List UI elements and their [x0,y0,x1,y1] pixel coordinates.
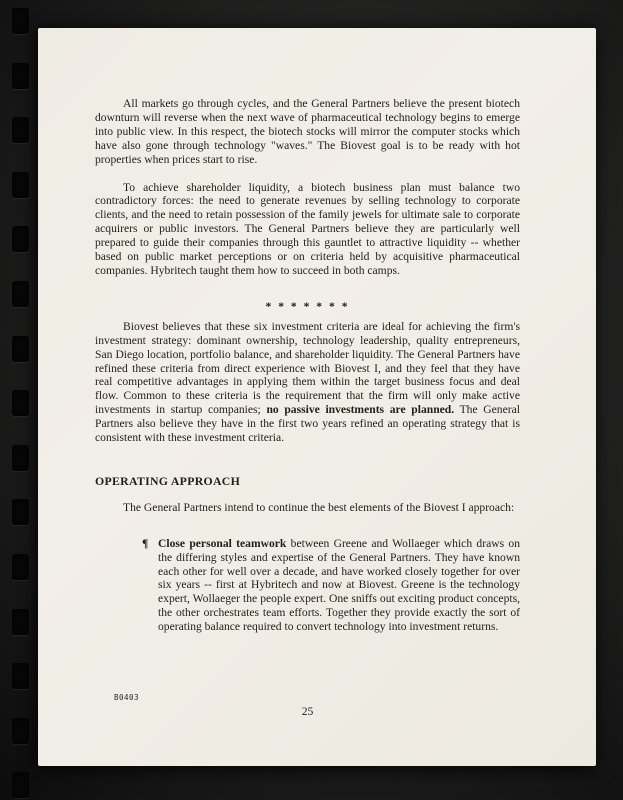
binding-hole [12,390,29,416]
criteria-bold-emphasis: no passive investments are planned. [266,403,455,417]
paragraph-market-cycles: All markets go through cycles, and the General Partners believe the present biotech downturn will reverse when the next wave of pharmaceutical technology begins to emerge into public view. In this respect, the biotech stocks will mirror the computer stocks which have also gone through technology "waves." The Biovest goal is to be ready with hot properties when prices start to rise. [95,97,520,166]
binding-hole [12,172,29,198]
binding-hole [12,281,29,307]
bullet-text [158,537,520,634]
document-id-stamp: B0403 [114,693,140,702]
criteria-text-tail: The General Partners also believe they have in the first two years refined an operating strategy that is consistent with these investment criteria. [95,403,520,445]
binding-hole [12,663,29,689]
binding-hole [12,718,29,744]
binding-holes-strip [0,0,40,800]
binding-hole [12,499,29,525]
binding-hole [12,772,29,798]
binding-hole [12,226,29,252]
binding-hole [12,554,29,580]
page-content [95,97,520,634]
binding-hole [12,609,29,635]
criteria-text-lead: Biovest believes that these six investment criteria are ideal for achieving the firm's investment strategy: dominant ownership, technology leadership, quality entrepreneurs, San Diego location, portfolio balance, and shareholder liquidity. The General Partners have refined these criteria from direct experience with Biovest I, and they feel that they have real competitive advantages in applying them within the target business focus and deal flow. Common to these criteria is the requirement that the firm will only make active investments in startup companies; [95,319,520,417]
pilcrow-marker: ¶ [142,536,149,550]
binding-hole [12,445,29,471]
paragraph-approach-intro: The General Partners intend to continue the best elements of the Biovest I approach: [123,500,515,514]
page-number: 25 [301,705,314,718]
binding-hole [12,117,29,143]
binding-hole [12,63,29,89]
asterisk-divider: * * * * * * * [265,299,350,313]
bullet-body-text: between Greene and Wollaeger which draws on the differing styles and expertise of the General Partners. They have known each other for well over a decade, and have worked closely together for over six years -- first at Hybritech and now at Biovest. Greene is the technology expert, Wollaeger the people expert. One sniffs out exciting product concepts, the other orchestrates team efforts. Together they provide exactly the sort of operating balance required to convert technology into investment returns. [158,536,520,634]
paragraph-shareholder-liquidity: To achieve shareholder liquidity, a biotech business plan must balance two contradictory forces: the need to generate revenues by selling technology to corporate clients, and the need to retain possession of the family jewels for ultimate sale to corporate acquirers or public investors. The General Partners believe they are particularly well prepared to guide their companies through this gauntlet to attractive liquidity -- whether based on public market perceptions or on criteria held by acquisitive pharmaceutical companies. Hybritech taught them how to succeed in both camps. [95,180,520,277]
bullet-bold-lead: Close personal teamwork [158,536,287,550]
paragraph-investment-criteria [95,320,520,445]
document-page [38,28,596,766]
binding-hole [12,8,29,34]
section-heading-operating-approach: OPERATING APPROACH [95,473,241,488]
binding-hole [12,336,29,362]
bullet-item-teamwork [142,537,520,634]
